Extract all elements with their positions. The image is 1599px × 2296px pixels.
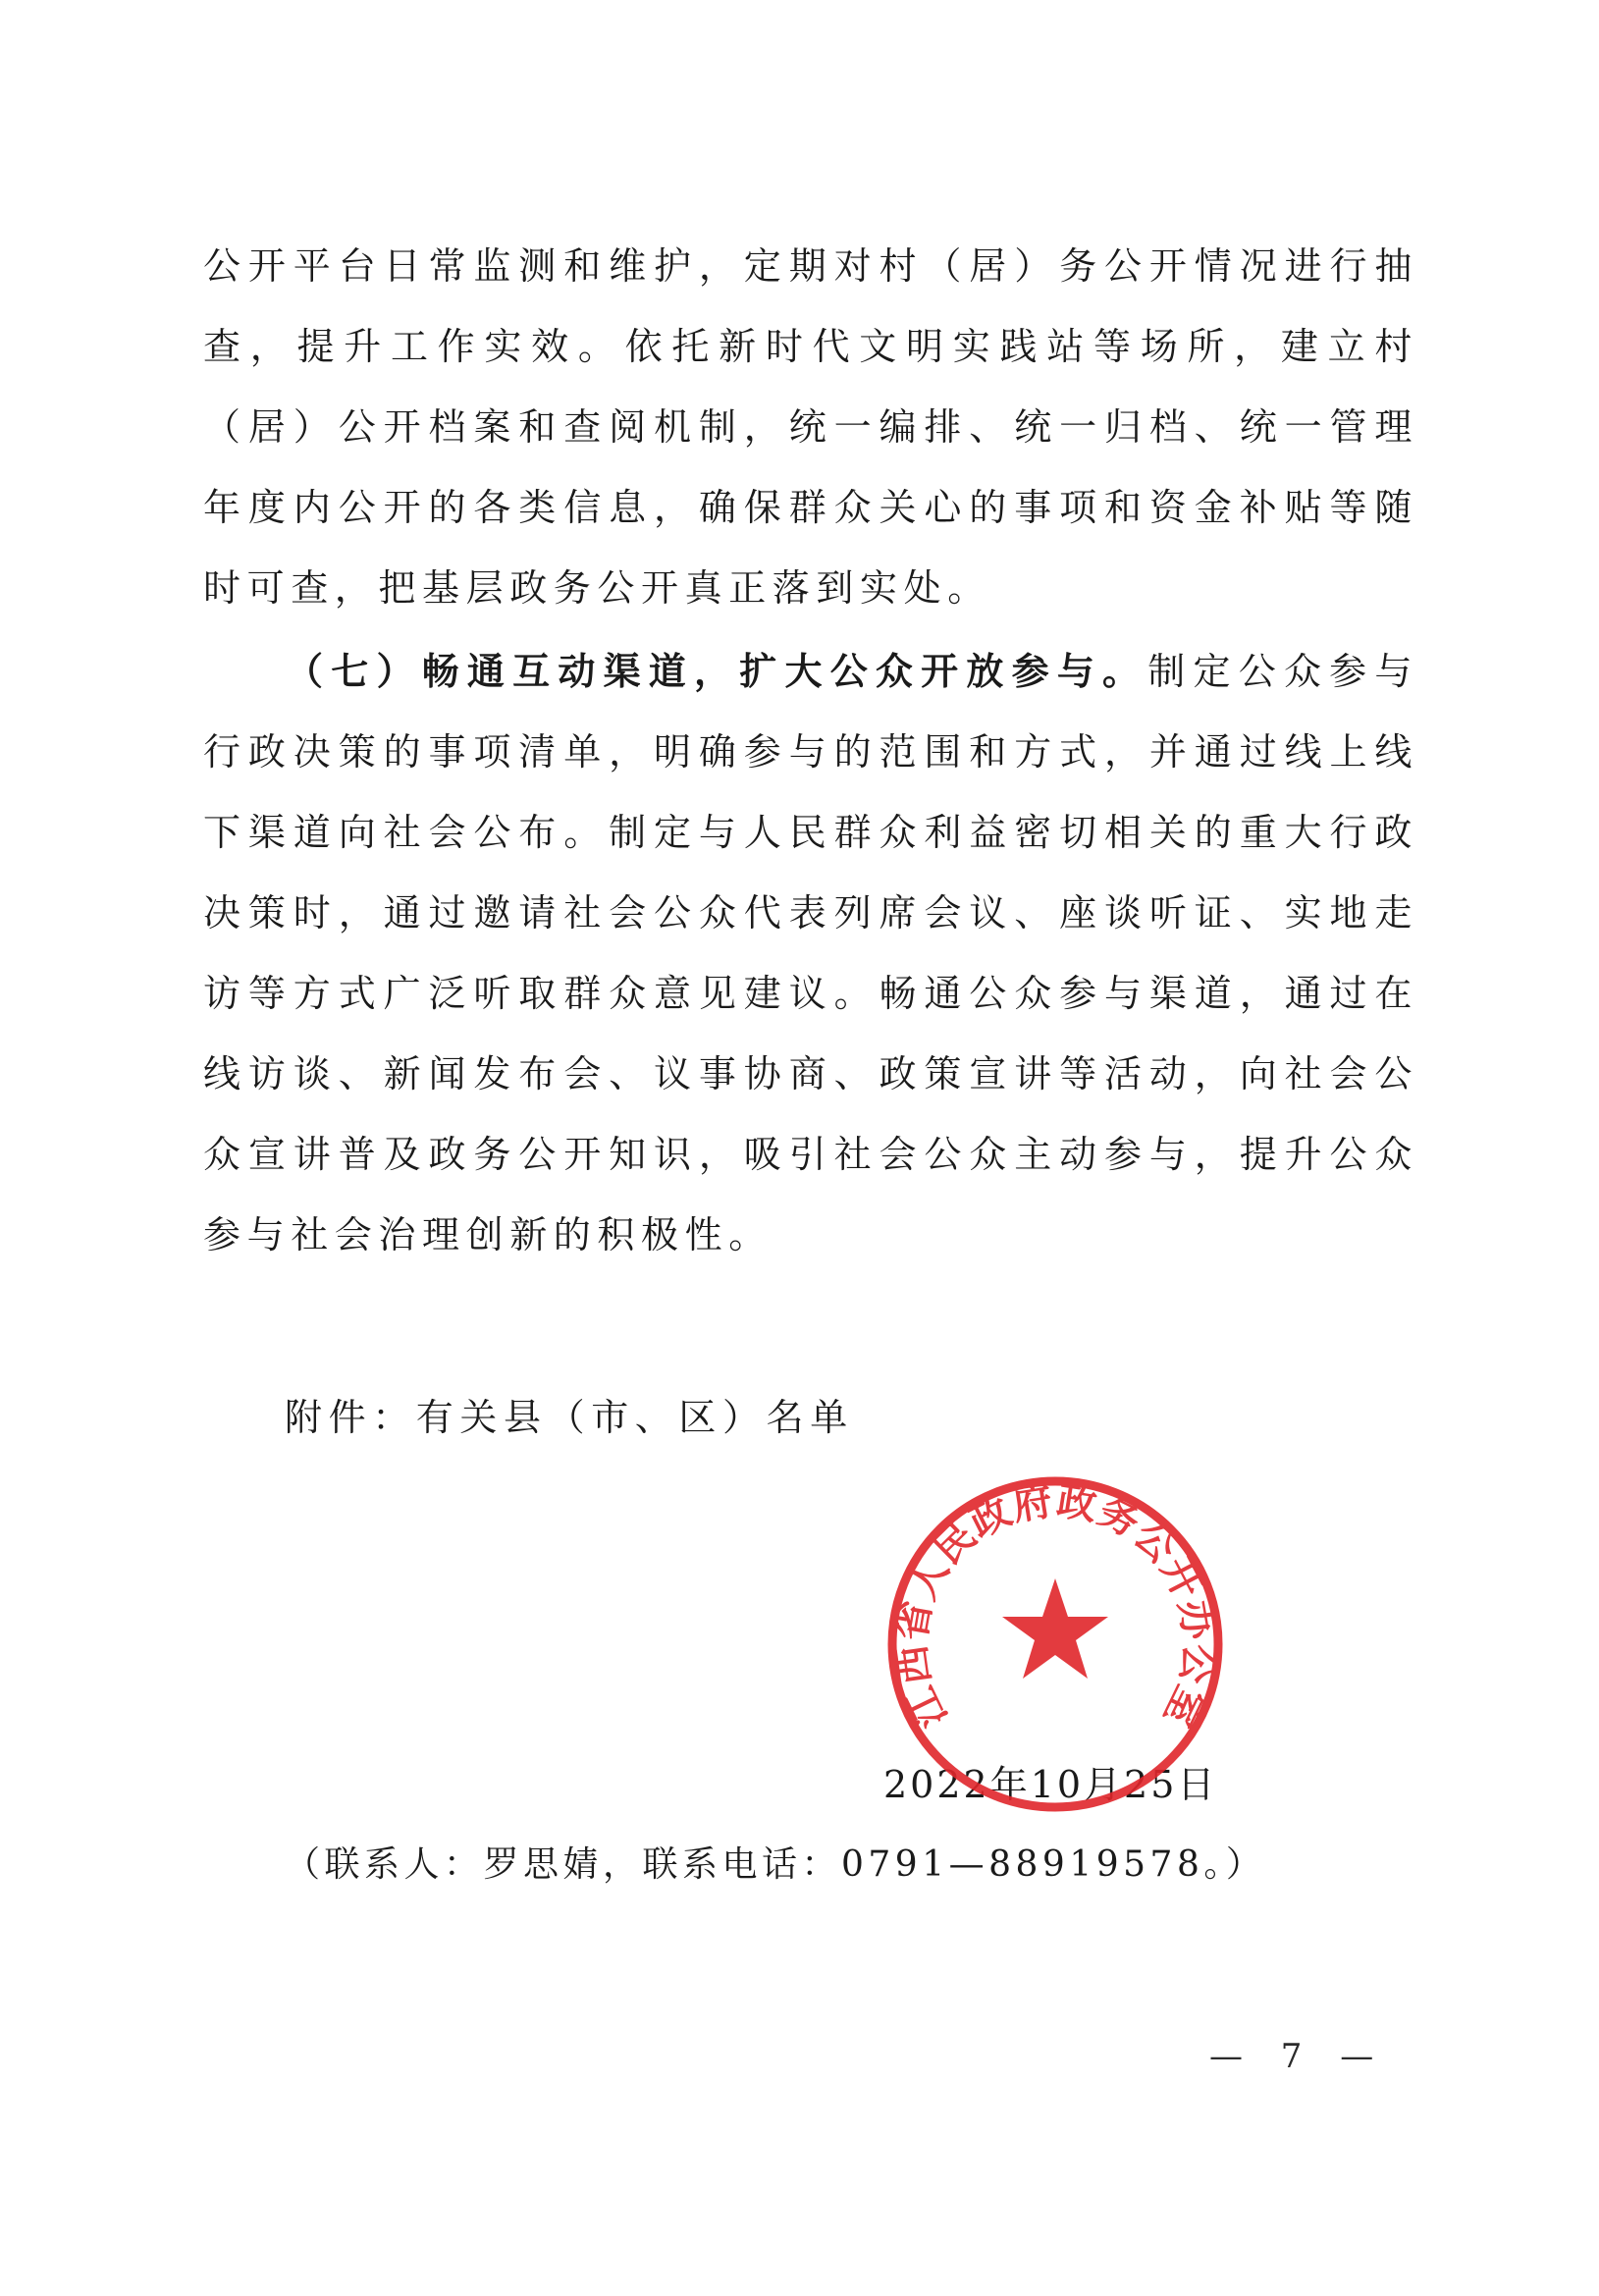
section-seven-body: 制定公众参与行政决策的事项清单，明确参与的范围和方式，并通过线上线下渠道向社会公布。制定与人民群众利益密切相关的重大行政决策时，通过邀请社会公众代表列席会议、座谈听证、实地走访等方式广泛听取群众意见建议。畅通公众参与渠道，通过在线访谈、新闻发布会、议事协商、政策宣讲等活动，向社会公众宣讲普及政务公开知识，吸引社会公众主动参与，提升公众参与社会治理创新的积极性。	[203, 650, 1418, 1256]
issue-date: 2022年10月25日	[883, 1763, 1218, 1806]
contact-info: （联系人：罗思婧，联系电话：0791—88919578。）	[285, 1844, 1266, 1885]
page-number: — 7 —	[1209, 2037, 1388, 2076]
paragraph-interaction-channels	[203, 631, 1418, 1275]
attachment-line: 附件：有关县（市、区）名单	[285, 1396, 854, 1439]
section-heading-seven: （七）畅通互动渠道，扩大公众开放参与。	[286, 649, 1148, 693]
seal-text: 江西省人民政府政务公开办公室	[887, 1477, 1223, 1735]
star-icon	[1002, 1578, 1108, 1679]
paragraph-public-platform: 公开平台日常监测和维护，定期对村（居）务公开情况进行抽查，提升工作实效。依托新时代文明实践站等场所，建立村（居）公开档案和查阅机制，统一编排、统一归档、统一管理年度内公开的各类信息，确保群众关心的事项和资金补贴等随时可查，把基层政务公开真正落到实处。	[203, 244, 1418, 610]
official-seal	[883, 1472, 1227, 1816]
